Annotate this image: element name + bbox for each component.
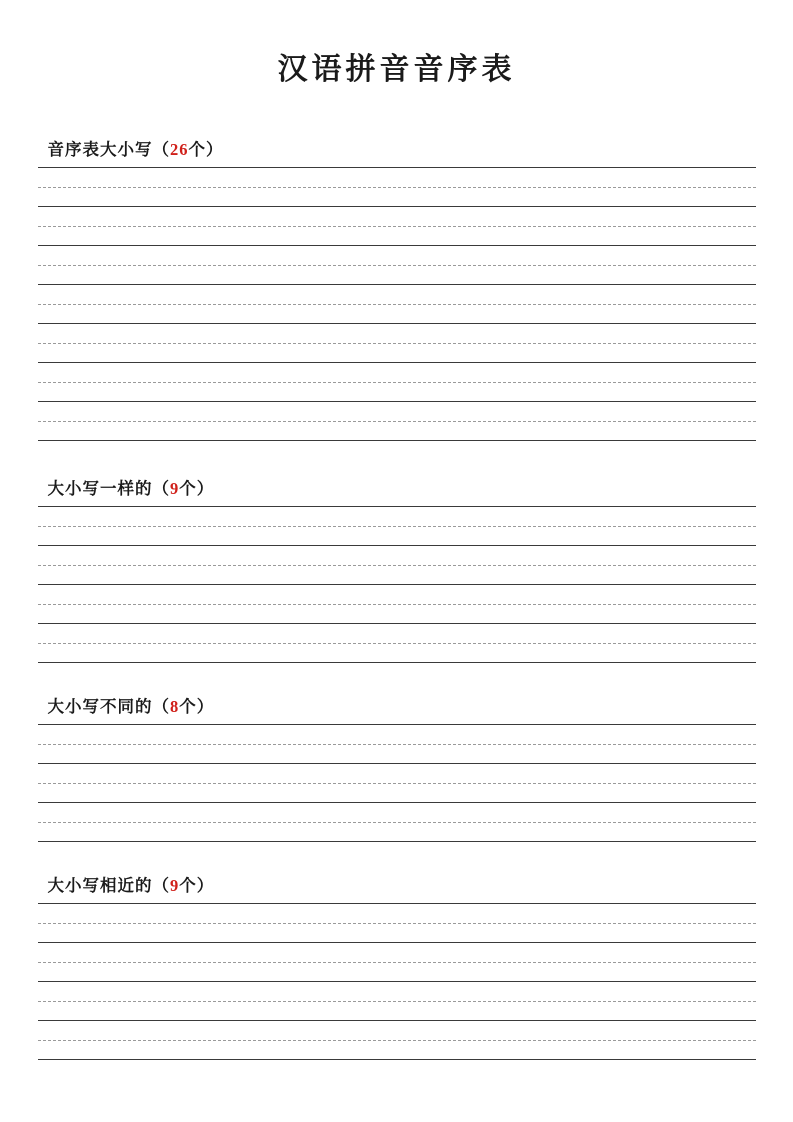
- section-label-text: 音序表大小写: [47, 140, 153, 159]
- page-title: 汉语拼音音序表: [277, 53, 516, 86]
- writing-line-row[interactable]: [38, 802, 756, 841]
- section-open-paren: （: [152, 140, 170, 159]
- writing-line-row[interactable]: [38, 942, 756, 981]
- section-close-paren: ）: [196, 479, 215, 498]
- writing-line-row[interactable]: [38, 623, 756, 662]
- section-spacer: [38, 441, 756, 475]
- writing-line-row[interactable]: [38, 506, 756, 545]
- section-open-paren: （: [152, 479, 170, 498]
- section-unit: 个: [179, 876, 197, 895]
- section-close-paren: ）: [196, 876, 215, 895]
- section-count: 9: [170, 876, 180, 895]
- writing-line-row[interactable]: [38, 724, 756, 763]
- section-label-text: 大小写不同的: [47, 697, 153, 716]
- writing-line-row[interactable]: [38, 401, 756, 440]
- writing-line-row[interactable]: [38, 1020, 756, 1059]
- writing-line-row[interactable]: [38, 323, 756, 362]
- writing-line-row[interactable]: [38, 584, 756, 623]
- section-different-case: [38, 693, 756, 842]
- section-label-text: 大小写相近的: [47, 876, 153, 895]
- writing-line-row[interactable]: [38, 167, 756, 206]
- section-count: 9: [170, 479, 180, 498]
- writing-lines-block[interactable]: [38, 903, 756, 1060]
- writing-line-row[interactable]: [38, 981, 756, 1020]
- writing-line-row[interactable]: [38, 245, 756, 284]
- section-count: 26: [170, 140, 189, 159]
- section-spacer: [38, 842, 756, 872]
- section-same-case: [38, 475, 756, 663]
- writing-line-row[interactable]: [38, 763, 756, 802]
- section-heading: [38, 136, 756, 167]
- section-open-paren: （: [152, 697, 170, 716]
- worksheet-content: [38, 88, 756, 1060]
- writing-line-row[interactable]: [38, 206, 756, 245]
- section-close-paren: ）: [206, 140, 224, 159]
- writing-lines-block[interactable]: [38, 167, 756, 441]
- section-open-paren: （: [152, 876, 170, 895]
- section-heading: [38, 693, 756, 724]
- section-pinyin-alphabet-case: [38, 136, 756, 441]
- section-unit: 个: [188, 140, 206, 159]
- section-label-text: 大小写一样的: [47, 479, 153, 498]
- section-unit: 个: [179, 479, 197, 498]
- writing-lines-block[interactable]: [38, 506, 756, 663]
- section-unit: 个: [179, 697, 197, 716]
- writing-line-close: [38, 1059, 756, 1060]
- writing-line-row[interactable]: [38, 903, 756, 942]
- section-close-paren: ）: [196, 697, 215, 716]
- section-heading: [38, 872, 756, 903]
- section-heading: [38, 475, 756, 506]
- writing-line-row[interactable]: [38, 362, 756, 401]
- writing-line-row[interactable]: [38, 545, 756, 584]
- section-spacer: [38, 663, 756, 693]
- writing-lines-block[interactable]: [38, 724, 756, 842]
- section-count: 8: [170, 697, 180, 716]
- writing-line-row[interactable]: [38, 284, 756, 323]
- section-similar-case: [38, 872, 756, 1060]
